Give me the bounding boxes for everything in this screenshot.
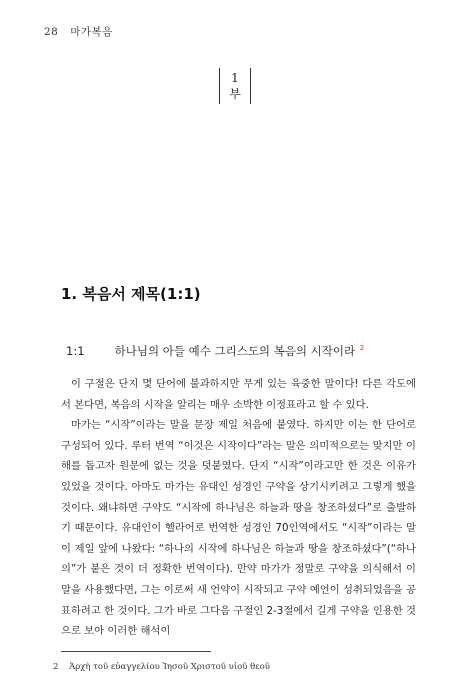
footnote-divider (61, 651, 211, 652)
footnote-number: 2 (53, 662, 59, 672)
part-label: 부 (229, 87, 241, 101)
footnote (53, 662, 270, 672)
book-title: 마가복음 (70, 26, 113, 38)
verse-reference: 1:1 (66, 344, 85, 358)
footnote-text: Ἀρχὴ τοῦ εὐαγγελίου Ἰησοῦ Χριστοῦ υἱοῦ θεοῦ (69, 662, 270, 672)
verse-line (66, 343, 364, 359)
part-number: 1 (231, 71, 239, 85)
part-heading (219, 68, 251, 104)
running-head (44, 24, 113, 39)
section-title: 1. 복음서 제목(1:1) (61, 285, 201, 303)
paragraph: 마가는 “시작”이라는 말을 문장 제일 처음에 붙였다. 하지만 이는 한 단어로 구성되어 있다. 루터 번역 “이것은 시작이다”라는 말은 의미적으로는 맞지만 이해를 돕고자 원문에 없는 것을 덧붙였다. 단지 “시작”이라고만 한 것은 이유가 있었을 것이다. 아마도 마가는 유대인 성경인 구약을 상기시키려고 그렇게 했을 것이다. 왜냐하면 구약도 “시작에 하나님은 하늘과 땅을 창조하셨다”로 출발하기 때문이다. 유대인이 헬라어로 번역한 성경인 70인역에서도 “시작”이라는 말이 제일 앞에 나왔다: “하나의 시작에 하나님은 하늘과 땅을 창조하셨다”(“하나의”가 붙은 것이 더 정확한 번역이다). 만약 마가가 정말로 구약을 의식해서 이 말을 사용했다면, 그는 이로써 새 언약이 시작되고 구약 예언이 성취되었음을 공표하려고 한 것이다. 그가 바로 그다음 구절인 2-3절에서 길게 구약을 인용한 것으로 보아 이러한 해석이 (61, 419, 416, 638)
page-number: 28 (44, 26, 59, 38)
footnote-marker[interactable]: 2 (359, 344, 365, 353)
verse-text: 하나님의 아들 예수 그리스도의 복음의 시작이라 (114, 344, 356, 358)
paragraph: 이 구절은 단지 몇 단어에 불과하지만 무게 있는 육중한 말이다! 다른 각도에서 본다면, 복음의 시작을 알리는 매우 소박한 이정표라고 할 수 있다. (61, 378, 416, 411)
body-text (61, 374, 416, 642)
